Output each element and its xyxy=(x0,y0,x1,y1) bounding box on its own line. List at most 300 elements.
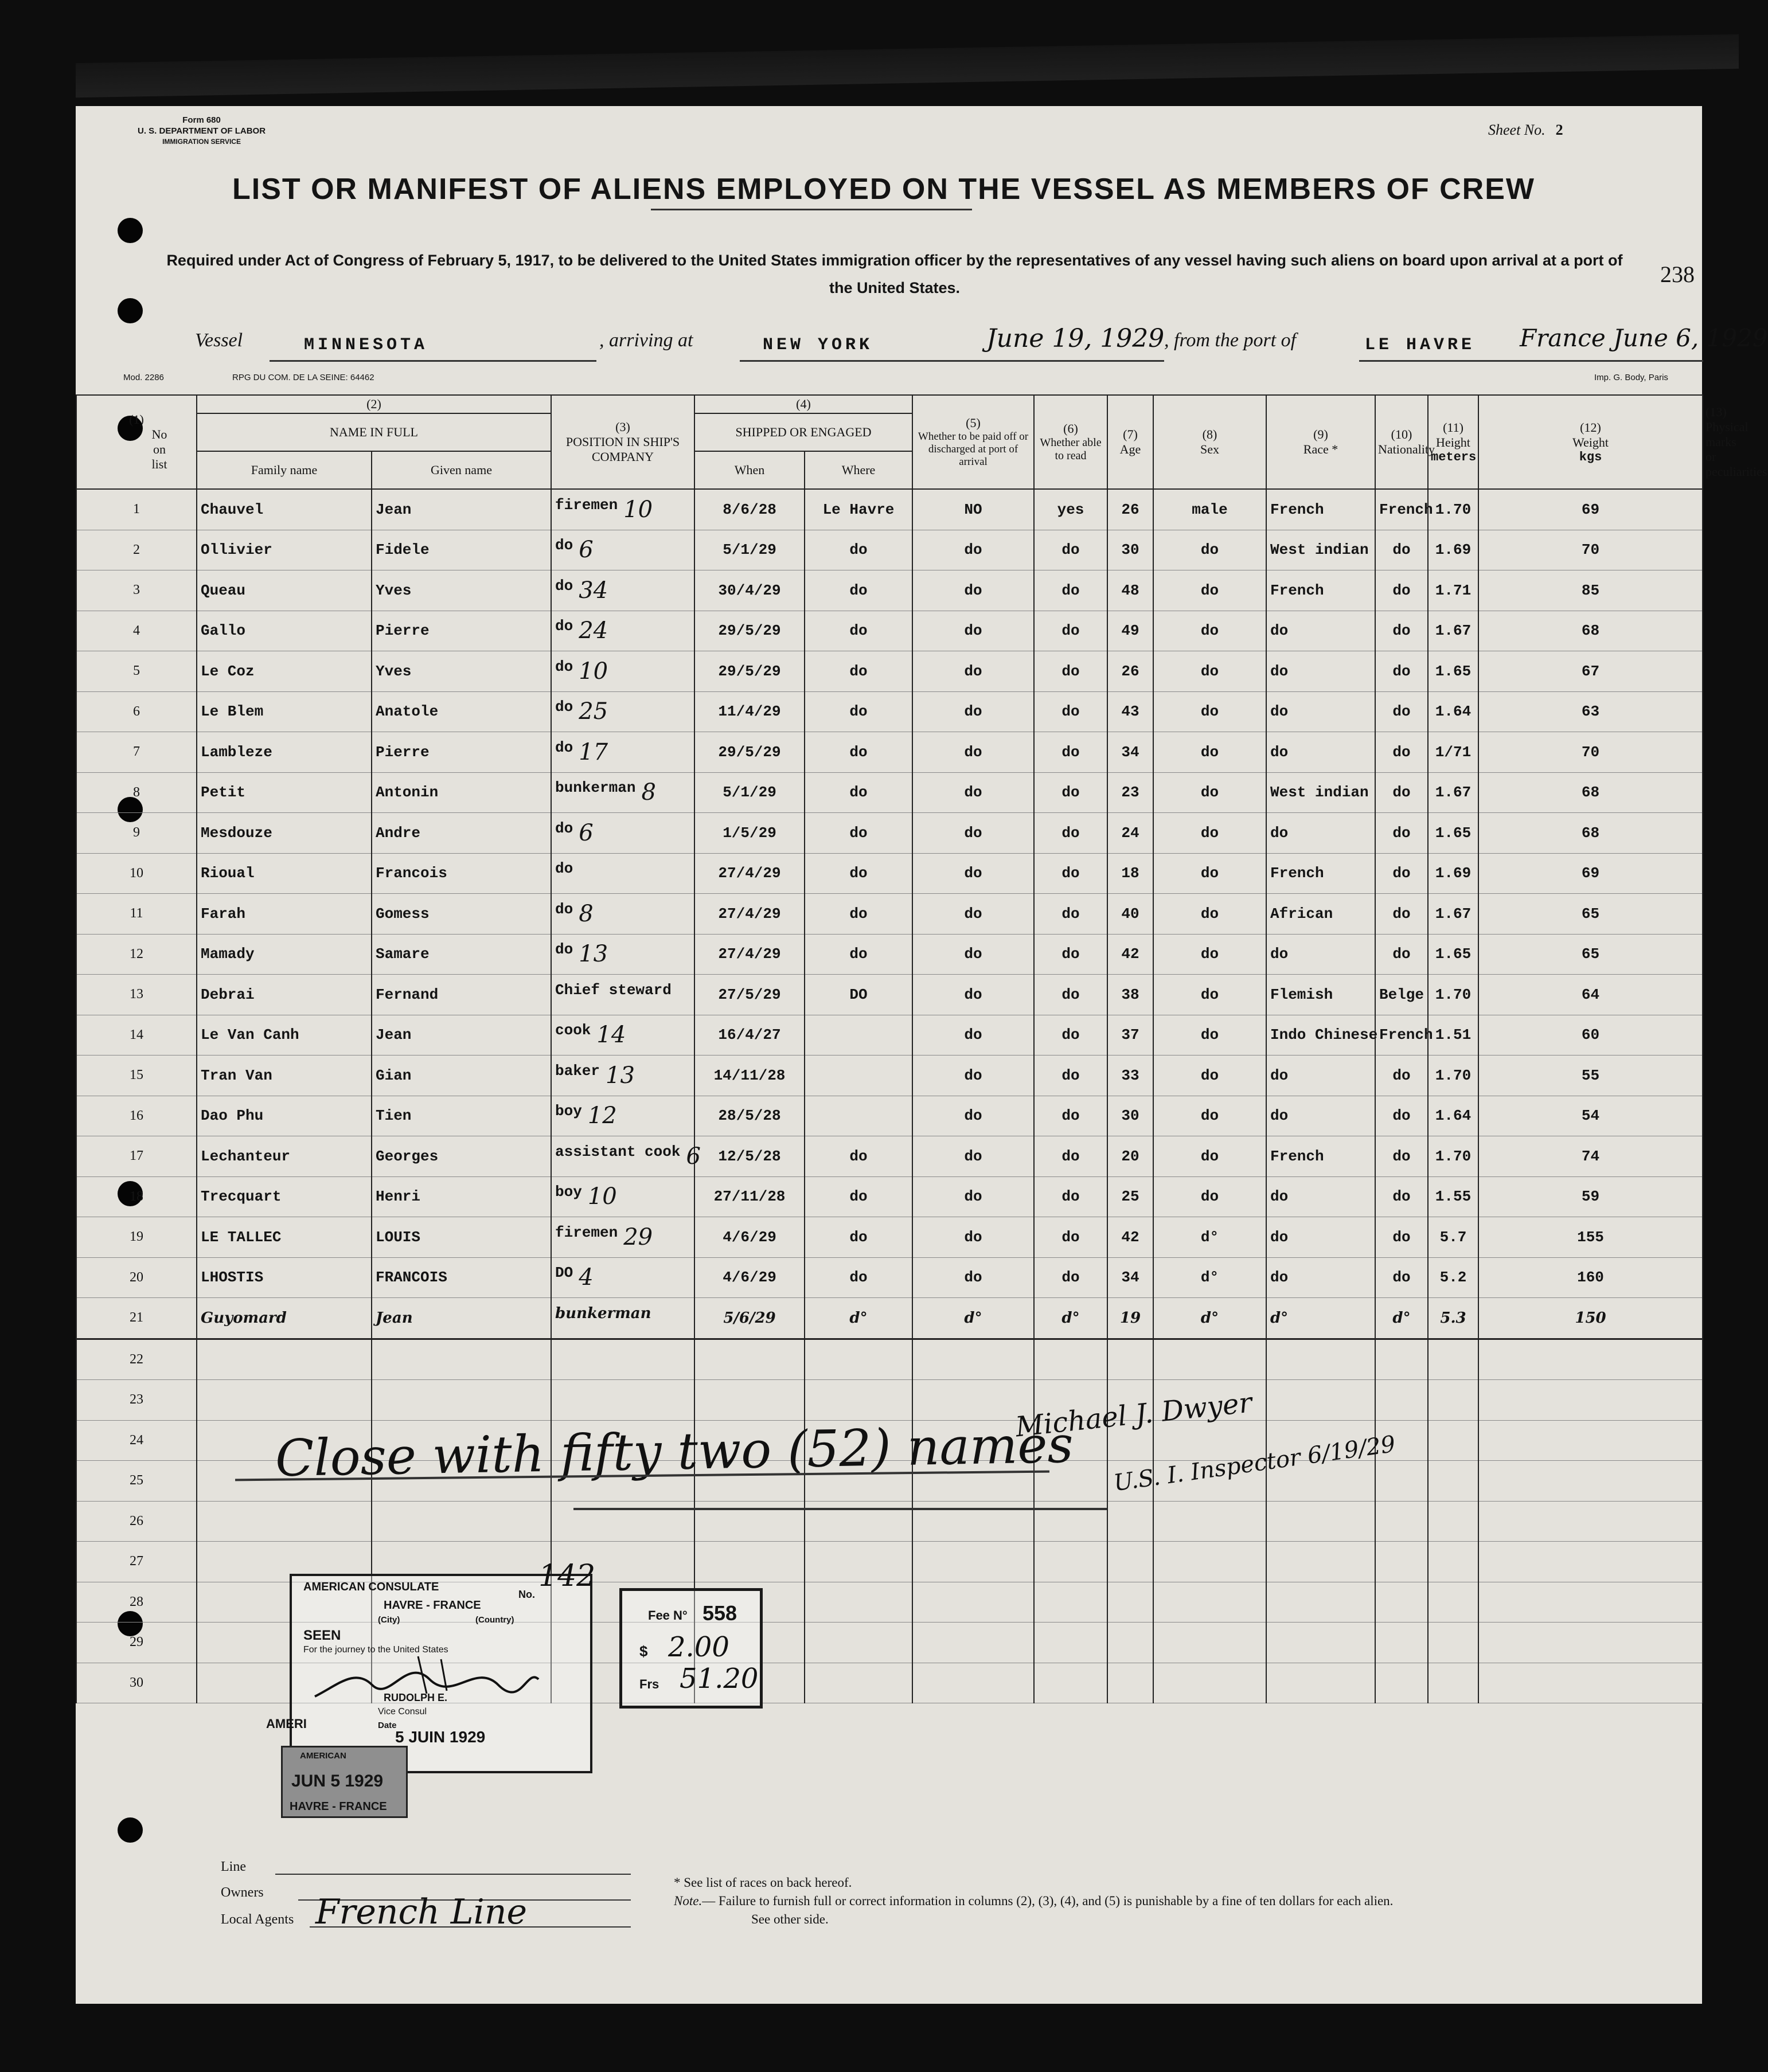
cell-no: 5 xyxy=(76,651,197,692)
cell-age: 26 xyxy=(1107,489,1153,530)
cell-read: do xyxy=(1034,691,1107,732)
see-other-side: See other side. xyxy=(751,1912,829,1926)
cell-where: do xyxy=(805,530,912,570)
cell-family: Queau xyxy=(197,570,372,611)
cell-paid xyxy=(912,1582,1034,1623)
cell-family: Debrai xyxy=(197,975,372,1015)
cell-race: French xyxy=(1266,1136,1375,1177)
cell-height: 5.7 xyxy=(1428,1217,1478,1258)
cell-age xyxy=(1107,1542,1153,1582)
local-agents-value: French Line xyxy=(315,1892,527,1932)
cell-race: do xyxy=(1266,691,1375,732)
cell-when: 1/5/29 xyxy=(694,813,805,854)
table-row xyxy=(76,772,1703,813)
cell-where xyxy=(805,1542,912,1582)
cell-race: do xyxy=(1266,1257,1375,1298)
cell-weight: 155 xyxy=(1478,1217,1703,1258)
cell-no: 8 xyxy=(76,772,197,813)
cell-family: LE TALLEC xyxy=(197,1217,372,1258)
cell-age: 25 xyxy=(1107,1176,1153,1217)
cell-where xyxy=(805,1623,912,1663)
table-row xyxy=(76,894,1703,935)
cell-no: 6 xyxy=(76,691,197,732)
cell-given: Georges xyxy=(372,1136,551,1177)
printer-imprint: Imp. G. Body, Paris xyxy=(1594,373,1668,382)
cell-nationality xyxy=(1375,1623,1428,1663)
cell-height: 1.65 xyxy=(1428,934,1478,975)
cell-race xyxy=(1266,1623,1375,1663)
consular-seal xyxy=(281,1746,408,1818)
cell-paid: do xyxy=(912,894,1034,935)
cell-when: 5/1/29 xyxy=(694,530,805,570)
vessel-name: MINNESOTA xyxy=(304,335,428,355)
cell-sex xyxy=(1153,1339,1266,1380)
cell-nationality: do xyxy=(1375,570,1428,611)
cell-race xyxy=(1266,1582,1375,1623)
page-title: LIST OR MANIFEST OF ALIENS EMPLOYED ON THE VESSEL AS MEMBERS OF CREW xyxy=(232,173,1535,206)
cell-when: 29/5/29 xyxy=(694,732,805,773)
cell-weight xyxy=(1478,1380,1703,1421)
departure-port: LE HAVRE xyxy=(1365,335,1476,355)
cell-race: do xyxy=(1266,732,1375,773)
department-name: U. S. DEPARTMENT OF LABOR xyxy=(138,126,266,136)
cell-where xyxy=(805,1380,912,1421)
cell-height: 1.70 xyxy=(1428,975,1478,1015)
cell-height xyxy=(1428,1461,1478,1502)
cell-family: Lambleze xyxy=(197,732,372,773)
table-row xyxy=(76,611,1703,651)
cell-weight xyxy=(1478,1582,1703,1623)
cell-given xyxy=(372,1339,551,1380)
position-text: do xyxy=(555,860,573,878)
handwritten-mark: 24 xyxy=(579,617,608,644)
cell-where xyxy=(805,1663,912,1703)
cell-weight: 69 xyxy=(1478,853,1703,894)
cell-height xyxy=(1428,1623,1478,1663)
cell-height xyxy=(1428,1663,1478,1703)
cell-race xyxy=(1266,1380,1375,1421)
cell-position xyxy=(551,853,694,894)
stamp-date: 5 JUIN 1929 xyxy=(395,1728,486,1746)
cell-nationality: do xyxy=(1375,934,1428,975)
cell-family: Dao Phu xyxy=(197,1096,372,1136)
handwritten-mark: 6 xyxy=(579,819,594,846)
binder-hole xyxy=(118,1817,143,1843)
cell-where: do xyxy=(805,570,912,611)
cell-age: 30 xyxy=(1107,1096,1153,1136)
cell-where: d° xyxy=(805,1298,912,1339)
cell-given: Fidele xyxy=(372,530,551,570)
cell-weight: 85 xyxy=(1478,570,1703,611)
rule xyxy=(270,360,596,362)
table-row xyxy=(76,1298,1703,1339)
col-sex: (8) Sex xyxy=(1153,395,1266,489)
cell-when: 27/4/29 xyxy=(694,934,805,975)
cell-position xyxy=(551,813,694,854)
table-row xyxy=(76,1339,1703,1380)
consulate-no-value: 142 xyxy=(538,1559,596,1593)
cell-read: do xyxy=(1034,934,1107,975)
cell-height: 1.69 xyxy=(1428,853,1478,894)
cell-no: 27 xyxy=(76,1542,197,1582)
table-row xyxy=(76,732,1703,773)
cell-nationality: do xyxy=(1375,1176,1428,1217)
cell-nationality: do xyxy=(1375,530,1428,570)
cell-no: 3 xyxy=(76,570,197,611)
cell-no: 4 xyxy=(76,611,197,651)
cell-read: do xyxy=(1034,732,1107,773)
cell-sex xyxy=(1153,1501,1266,1542)
cell-given: Pierre xyxy=(372,732,551,773)
cell-read: do xyxy=(1034,651,1107,692)
handwritten-mark: 34 xyxy=(579,577,608,604)
cell-no: 24 xyxy=(76,1420,197,1461)
cell-read: do xyxy=(1034,611,1107,651)
rule xyxy=(1359,360,1703,362)
cell-paid xyxy=(912,1339,1034,1380)
cell-when xyxy=(694,1501,805,1542)
from-port-label: , from the port of xyxy=(1164,330,1297,351)
cell-sex: do xyxy=(1153,651,1266,692)
consulate-city: HAVRE - FRANCE xyxy=(384,1599,481,1612)
table-row xyxy=(76,651,1703,692)
dollar-label: $ xyxy=(639,1643,648,1660)
cell-height: 1.67 xyxy=(1428,772,1478,813)
cell-age: 43 xyxy=(1107,691,1153,732)
cell-when xyxy=(694,1339,805,1380)
cell-height: 1.70 xyxy=(1428,489,1478,530)
cell-height xyxy=(1428,1501,1478,1542)
cell-race: do xyxy=(1266,1055,1375,1096)
cell-no: 22 xyxy=(76,1339,197,1380)
cell-race: do xyxy=(1266,1217,1375,1258)
cell-race xyxy=(1266,1663,1375,1703)
cell-where: do xyxy=(805,813,912,854)
cell-race: West indian xyxy=(1266,530,1375,570)
handwritten-mark: 4 xyxy=(579,1264,594,1291)
cell-paid: do xyxy=(912,1055,1034,1096)
cell-paid: do xyxy=(912,530,1034,570)
cell-height: 1.69 xyxy=(1428,530,1478,570)
cell-weight xyxy=(1478,1420,1703,1461)
closing-note: Close with fifty two (52) names xyxy=(275,1414,1074,1488)
seal-place: HAVRE - FRANCE xyxy=(290,1800,387,1813)
cell-no: 10 xyxy=(76,853,197,894)
cell-when: 27/5/29 xyxy=(694,975,805,1015)
handwritten-mark: 13 xyxy=(606,1062,635,1089)
col-shipped-engaged: SHIPPED OR ENGAGED xyxy=(694,413,912,451)
cell-nationality: do xyxy=(1375,1096,1428,1136)
cell-race: do xyxy=(1266,813,1375,854)
cell-sex: do xyxy=(1153,813,1266,854)
cell-weight: 150 xyxy=(1478,1298,1703,1339)
cell-age: 33 xyxy=(1107,1055,1153,1096)
seal-date: JUN 5 1929 xyxy=(291,1772,384,1790)
seal-text: AMERICAN xyxy=(300,1751,346,1761)
cell-no: 2 xyxy=(76,530,197,570)
cell-race xyxy=(1266,1542,1375,1582)
cell-nationality xyxy=(1375,1461,1428,1502)
cell-sex: do xyxy=(1153,772,1266,813)
col-family-name: Family name xyxy=(197,451,372,489)
cell-family: LHOSTIS xyxy=(197,1257,372,1298)
cell-age xyxy=(1107,1582,1153,1623)
cell-race: do xyxy=(1266,651,1375,692)
cell-position xyxy=(551,732,694,773)
cell-paid xyxy=(912,1501,1034,1542)
handwritten-mark: 6 xyxy=(579,537,594,564)
cell-height: 5.2 xyxy=(1428,1257,1478,1298)
cell-given: LOUIS xyxy=(372,1217,551,1258)
col-name-in-full: NAME IN FULL xyxy=(197,413,551,451)
cell-height: 1.70 xyxy=(1428,1055,1478,1096)
sheet-number: Sheet No. 2 xyxy=(1488,122,1563,138)
table-row xyxy=(76,691,1703,732)
cell-height xyxy=(1428,1542,1478,1582)
cell-given: Fernand xyxy=(372,975,551,1015)
position-text: do xyxy=(555,658,573,675)
position-text: do xyxy=(555,617,573,635)
cell-paid: do xyxy=(912,1136,1034,1177)
cell-weight xyxy=(1478,1663,1703,1703)
col-paid-off: (5) Whether to be paid off or discharged at port of arrival xyxy=(912,395,1034,489)
cell-race: French xyxy=(1266,489,1375,530)
cell-height xyxy=(1428,1420,1478,1461)
journey-label: For the journey to the United States xyxy=(303,1645,448,1655)
cell-race: do xyxy=(1266,1096,1375,1136)
cell-position xyxy=(551,1055,694,1096)
cell-sex xyxy=(1153,1582,1266,1623)
cell-race: Indo Chinese xyxy=(1266,1015,1375,1055)
col-shipped-number: (4) xyxy=(694,395,912,413)
cell-where: do xyxy=(805,691,912,732)
cell-no: 18 xyxy=(76,1176,197,1217)
cell-position xyxy=(551,1136,701,1177)
cell-read: do xyxy=(1034,1096,1107,1136)
cell-family: Guyomard xyxy=(197,1298,372,1339)
cell-nationality: do xyxy=(1375,611,1428,651)
handwritten-mark: 8 xyxy=(641,779,656,806)
cell-paid: do xyxy=(912,691,1034,732)
cell-weight: 74 xyxy=(1478,1136,1703,1177)
cell-read xyxy=(1034,1501,1107,1542)
cell-nationality: do xyxy=(1375,1217,1428,1258)
cell-sex xyxy=(1153,1623,1266,1663)
cell-read: do xyxy=(1034,853,1107,894)
cell-nationality: do xyxy=(1375,853,1428,894)
col-nationality: (10) Nationality xyxy=(1375,395,1428,489)
cell-family: Rioual xyxy=(197,853,372,894)
cell-weight: 68 xyxy=(1478,611,1703,651)
arrival-port: NEW YORK xyxy=(763,335,873,355)
cell-sex: d° xyxy=(1153,1217,1266,1258)
cell-when: 8/6/28 xyxy=(694,489,805,530)
table-row xyxy=(76,1055,1703,1096)
cell-position xyxy=(551,1015,694,1055)
crew-rows xyxy=(76,489,1703,1703)
cell-no: 12 xyxy=(76,934,197,975)
cell-paid: do xyxy=(912,853,1034,894)
cell-weight: 60 xyxy=(1478,1015,1703,1055)
cell-family: Petit xyxy=(197,772,372,813)
cell-sex: do xyxy=(1153,1015,1266,1055)
cell-where: do xyxy=(805,1257,912,1298)
cell-age: 49 xyxy=(1107,611,1153,651)
handwritten-mark: 12 xyxy=(587,1103,617,1129)
cell-paid: do xyxy=(912,975,1034,1015)
position-text: Chief steward xyxy=(555,981,672,999)
cell-nationality: do xyxy=(1375,772,1428,813)
handwritten-mark: 25 xyxy=(579,698,608,725)
cell-age: 19 xyxy=(1107,1298,1153,1339)
col-position: (3) POSITION IN SHIP'S COMPANY xyxy=(551,395,694,489)
cell-no: 26 xyxy=(76,1501,197,1542)
cell-age xyxy=(1107,1501,1153,1542)
cell-no: 21 xyxy=(76,1298,197,1339)
cell-age xyxy=(1107,1663,1153,1703)
cell-where xyxy=(805,1096,912,1136)
cell-paid: do xyxy=(912,934,1034,975)
cell-sex: male xyxy=(1153,489,1266,530)
cell-sex: do xyxy=(1153,975,1266,1015)
table-row xyxy=(76,1096,1703,1136)
cell-nationality xyxy=(1375,1582,1428,1623)
cell-weight: 63 xyxy=(1478,691,1703,732)
consulate-no-label: No. xyxy=(518,1589,535,1600)
position-text: bunkerman xyxy=(555,779,636,797)
position-text: do xyxy=(555,738,573,756)
cell-position xyxy=(551,772,694,813)
cell-nationality: do xyxy=(1375,1257,1428,1298)
cell-position xyxy=(551,1257,694,1298)
cell-sex: do xyxy=(1153,1176,1266,1217)
cell-read xyxy=(1034,1582,1107,1623)
cell-position xyxy=(551,894,694,935)
cell-race xyxy=(1266,1339,1375,1380)
cell-paid xyxy=(912,1623,1034,1663)
cell-age: 34 xyxy=(1107,732,1153,773)
cell-weight xyxy=(1478,1623,1703,1663)
city-label: (City) xyxy=(378,1615,400,1625)
cell-paid: do xyxy=(912,732,1034,773)
cell-nationality: do xyxy=(1375,691,1428,732)
cell-sex: do xyxy=(1153,1055,1266,1096)
position-text: do xyxy=(555,941,573,959)
cell-family: Farah xyxy=(197,894,372,935)
vessel-label: Vessel xyxy=(195,330,243,351)
cell-read: do xyxy=(1034,530,1107,570)
cell-sex: do xyxy=(1153,1096,1266,1136)
cell-weight: 54 xyxy=(1478,1096,1703,1136)
cell-no: 30 xyxy=(76,1663,197,1703)
cell-where xyxy=(805,1582,912,1623)
agents-field xyxy=(310,1926,631,1928)
departure-date: France June 6, 1929 xyxy=(1520,324,1768,352)
closing-underline xyxy=(573,1508,1107,1510)
consulate-stamp xyxy=(266,1559,596,1773)
cell-height: 1.64 xyxy=(1428,691,1478,732)
local-agents-label: Local Agents xyxy=(221,1912,294,1927)
cell-family: Le Blem xyxy=(197,691,372,732)
cell-position xyxy=(551,691,694,732)
cell-sex: do xyxy=(1153,1136,1266,1177)
cell-sex: do xyxy=(1153,611,1266,651)
cell-where xyxy=(805,1055,912,1096)
cell-sex: do xyxy=(1153,570,1266,611)
consul-signature xyxy=(303,1645,544,1708)
cell-position xyxy=(551,1339,694,1380)
position-text: boy xyxy=(555,1103,582,1120)
cell-weight xyxy=(1478,1501,1703,1542)
cell-age: 18 xyxy=(1107,853,1153,894)
cell-nationality: do xyxy=(1375,1136,1428,1177)
table-row xyxy=(76,934,1703,975)
dollar-value: 2.00 xyxy=(668,1631,729,1663)
cell-height: 1.67 xyxy=(1428,894,1478,935)
cell-weight xyxy=(1478,1542,1703,1582)
cell-family: Tran Van xyxy=(197,1055,372,1096)
cell-given: Anatole xyxy=(372,691,551,732)
cell-family: Lechanteur xyxy=(197,1136,372,1177)
cell-height: 1.65 xyxy=(1428,813,1478,854)
handwritten-mark: 10 xyxy=(587,1183,617,1210)
cell-race: French xyxy=(1266,570,1375,611)
cell-height: 1.65 xyxy=(1428,651,1478,692)
position-text: do xyxy=(555,698,573,716)
cell-sex: d° xyxy=(1153,1257,1266,1298)
cell-height: 5.3 xyxy=(1428,1298,1478,1339)
handwritten-mark: 17 xyxy=(579,738,608,765)
cell-no: 9 xyxy=(76,813,197,854)
col-able-read: (6) Whether able to read xyxy=(1034,395,1107,489)
cell-read xyxy=(1034,1542,1107,1582)
position-text: assistant cook xyxy=(555,1143,681,1160)
cell-when: 29/5/29 xyxy=(694,611,805,651)
penalty-note: Note.— Failure to furnish full or correct information in columns (2), (3), (4), and (5) is punishable by a fine of ten dollars for each alien. xyxy=(674,1894,1394,1908)
cell-no: 11 xyxy=(76,894,197,935)
cell-age: 26 xyxy=(1107,651,1153,692)
handwritten-mark: 10 xyxy=(579,658,608,685)
position-text: do xyxy=(555,819,573,837)
cell-where xyxy=(805,1015,912,1055)
title-underline xyxy=(651,209,972,210)
form-header xyxy=(138,115,266,147)
col-race: (9) Race * xyxy=(1266,395,1375,489)
cell-family: Le Van Canh xyxy=(197,1015,372,1055)
cell-given: Gian xyxy=(372,1055,551,1096)
cell-when xyxy=(694,1542,805,1582)
cell-weight: 65 xyxy=(1478,894,1703,935)
cell-read: do xyxy=(1034,975,1107,1015)
cell-family xyxy=(197,1339,372,1380)
cell-given: Gomess xyxy=(372,894,551,935)
cell-position xyxy=(551,1217,694,1258)
cell-family: Gallo xyxy=(197,611,372,651)
cell-race: do xyxy=(1266,934,1375,975)
cell-when: 11/4/29 xyxy=(694,691,805,732)
cell-paid: do xyxy=(912,611,1034,651)
cell-family: Mesdouze xyxy=(197,813,372,854)
col-weight: (12) Weight kgs xyxy=(1478,395,1703,489)
cell-read: yes xyxy=(1034,489,1107,530)
cell-nationality: do xyxy=(1375,813,1428,854)
cell-nationality xyxy=(1375,1663,1428,1703)
form-mod-number: Mod. 2286 xyxy=(123,373,164,382)
cell-age: 34 xyxy=(1107,1257,1153,1298)
cell-when: 27/4/29 xyxy=(694,894,805,935)
cell-sex: do xyxy=(1153,530,1266,570)
cell-when: 12/5/28 xyxy=(694,1136,805,1177)
